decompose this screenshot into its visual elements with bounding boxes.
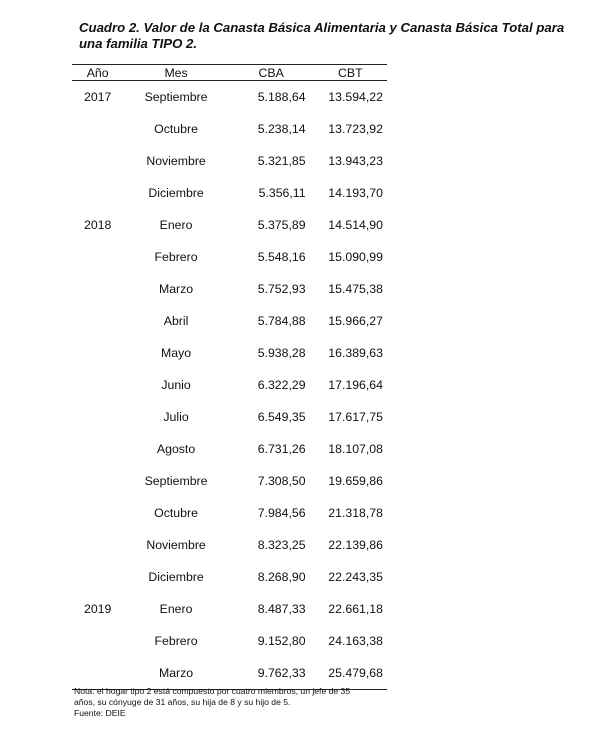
header-month: Mes	[123, 65, 228, 81]
cell-month: Noviembre	[146, 154, 206, 168]
cell-cbt: 17.617,75	[328, 410, 383, 424]
cell-cba: 5.375,89	[257, 218, 306, 232]
table-row	[72, 177, 387, 209]
cell-cbt: 18.107,08	[328, 442, 383, 456]
cell-year: 2019	[84, 602, 112, 616]
cell-cbt: 22.139,86	[328, 538, 383, 552]
header-cbt: CBT	[314, 65, 387, 81]
cell-month: Julio	[163, 410, 189, 424]
cell-cba: 5.938,28	[257, 346, 306, 360]
table-row	[72, 241, 387, 273]
cell-month: Febrero	[154, 634, 198, 648]
document-title: Cuadro 2. Valor de la Canasta Básica Alimentaria y Canasta Básica Total para una familia TIPO 2.	[79, 20, 565, 51]
cell-cbt: 22.243,35	[328, 570, 383, 584]
cell-month: Enero	[159, 218, 193, 232]
table-header	[72, 65, 387, 81]
cell-cba: 8.323,25	[257, 538, 306, 552]
cell-cba: 8.487,33	[257, 602, 306, 616]
cell-cbt: 24.163,38	[328, 634, 383, 648]
cell-month: Diciembre	[148, 570, 204, 584]
cell-cba: 5.238,14	[257, 122, 306, 136]
table-footnote	[74, 686, 394, 719]
table-row	[72, 305, 387, 337]
table-row	[72, 465, 387, 497]
cell-cbt: 17.196,64	[328, 378, 383, 392]
cell-year	[72, 465, 123, 497]
cell-cba: 8.268,90	[257, 570, 306, 584]
cell-month: Diciembre	[148, 186, 204, 200]
table-row	[72, 145, 387, 177]
table-row	[72, 81, 387, 114]
table-header-row	[72, 65, 387, 81]
table-row	[72, 625, 387, 657]
cba-cbt-table-container	[72, 64, 387, 690]
cell-cbt: 15.475,38	[328, 282, 383, 296]
cell-year	[72, 273, 123, 305]
table-row	[72, 657, 387, 690]
cell-year	[72, 657, 123, 690]
cell-month: Febrero	[154, 250, 198, 264]
cell-month: Septiembre	[144, 474, 208, 488]
table-row	[72, 337, 387, 369]
cell-cba: 5.188,64	[257, 90, 306, 104]
cell-month: Septiembre	[144, 90, 208, 104]
cell-cbt: 14.514,90	[328, 218, 383, 232]
cell-cba: 7.308,50	[257, 474, 306, 488]
note-source: Fuente: DEIE	[74, 708, 126, 718]
note-line-2: años, su cónyuge de 31 años, su hija de 8 y su hijo de 5.	[74, 697, 291, 707]
cell-cba: 5.321,85	[257, 154, 306, 168]
cell-year: 2018	[84, 218, 112, 232]
cell-cbt: 13.723,92	[328, 122, 383, 136]
cell-year	[72, 497, 123, 529]
table-row	[72, 209, 387, 241]
cell-year	[72, 625, 123, 657]
table-row	[72, 401, 387, 433]
cell-year	[72, 529, 123, 561]
header-cba: CBA	[229, 65, 314, 81]
cell-cbt: 15.966,27	[328, 314, 383, 328]
table-body	[72, 81, 387, 690]
cell-year	[72, 433, 123, 465]
cell-year	[72, 401, 123, 433]
cell-cbt: 13.594,22	[328, 90, 383, 104]
cell-cbt: 19.659,86	[328, 474, 383, 488]
cell-cbt: 15.090,99	[328, 250, 383, 264]
table-row	[72, 561, 387, 593]
cell-cba: 9.762,33	[229, 657, 314, 690]
cell-year: 2017	[84, 90, 112, 104]
table-row	[72, 497, 387, 529]
cell-month: Marzo	[123, 657, 228, 690]
cell-cba: 6.322,29	[257, 378, 306, 392]
cba-cbt-table	[72, 64, 387, 690]
cell-cbt: 16.389,63	[328, 346, 383, 360]
cell-cbt: 22.661,18	[328, 602, 383, 616]
cell-month: Octubre	[154, 122, 198, 136]
cell-cba: 7.984,56	[257, 506, 306, 520]
cell-year	[72, 113, 123, 145]
cell-year	[72, 305, 123, 337]
cell-cba: 9.152,80	[257, 634, 306, 648]
cell-year	[72, 177, 123, 209]
cell-cbt: 21.318,78	[328, 506, 383, 520]
cell-year	[72, 145, 123, 177]
cell-month: Noviembre	[146, 538, 206, 552]
cell-cba: 5.784,88	[257, 314, 306, 328]
cell-month: Octubre	[154, 506, 198, 520]
table-row	[72, 369, 387, 401]
cell-cbt: 14.193,70	[328, 186, 383, 200]
cell-cba: 5.752,93	[257, 282, 306, 296]
cell-cba: 6.731,26	[257, 442, 306, 456]
cell-month: Agosto	[156, 442, 196, 456]
cell-month: Mayo	[161, 346, 192, 360]
table-row	[72, 273, 387, 305]
table-row	[72, 113, 387, 145]
cell-month: Abril	[163, 314, 189, 328]
cell-year	[72, 337, 123, 369]
table-row	[72, 593, 387, 625]
cell-cba: 5.548,16	[257, 250, 306, 264]
cell-year	[72, 369, 123, 401]
cell-cbt: 13.943,23	[328, 154, 383, 168]
cell-cba: 5.356,11	[258, 186, 306, 200]
table-row	[72, 529, 387, 561]
header-year: Año	[72, 65, 123, 81]
cell-cba: 6.549,35	[257, 410, 306, 424]
table-row	[72, 433, 387, 465]
cell-year	[72, 241, 123, 273]
note-line-1: Nota: el hogar tipo 2 está compuesto por cuatro miembros, un jefe de 35	[74, 686, 351, 696]
cell-year	[72, 561, 123, 593]
cell-month: Junio	[161, 378, 191, 392]
cell-month: Enero	[159, 602, 193, 616]
cell-month: Marzo	[158, 282, 194, 296]
cell-cbt: 25.479,68	[314, 657, 387, 690]
